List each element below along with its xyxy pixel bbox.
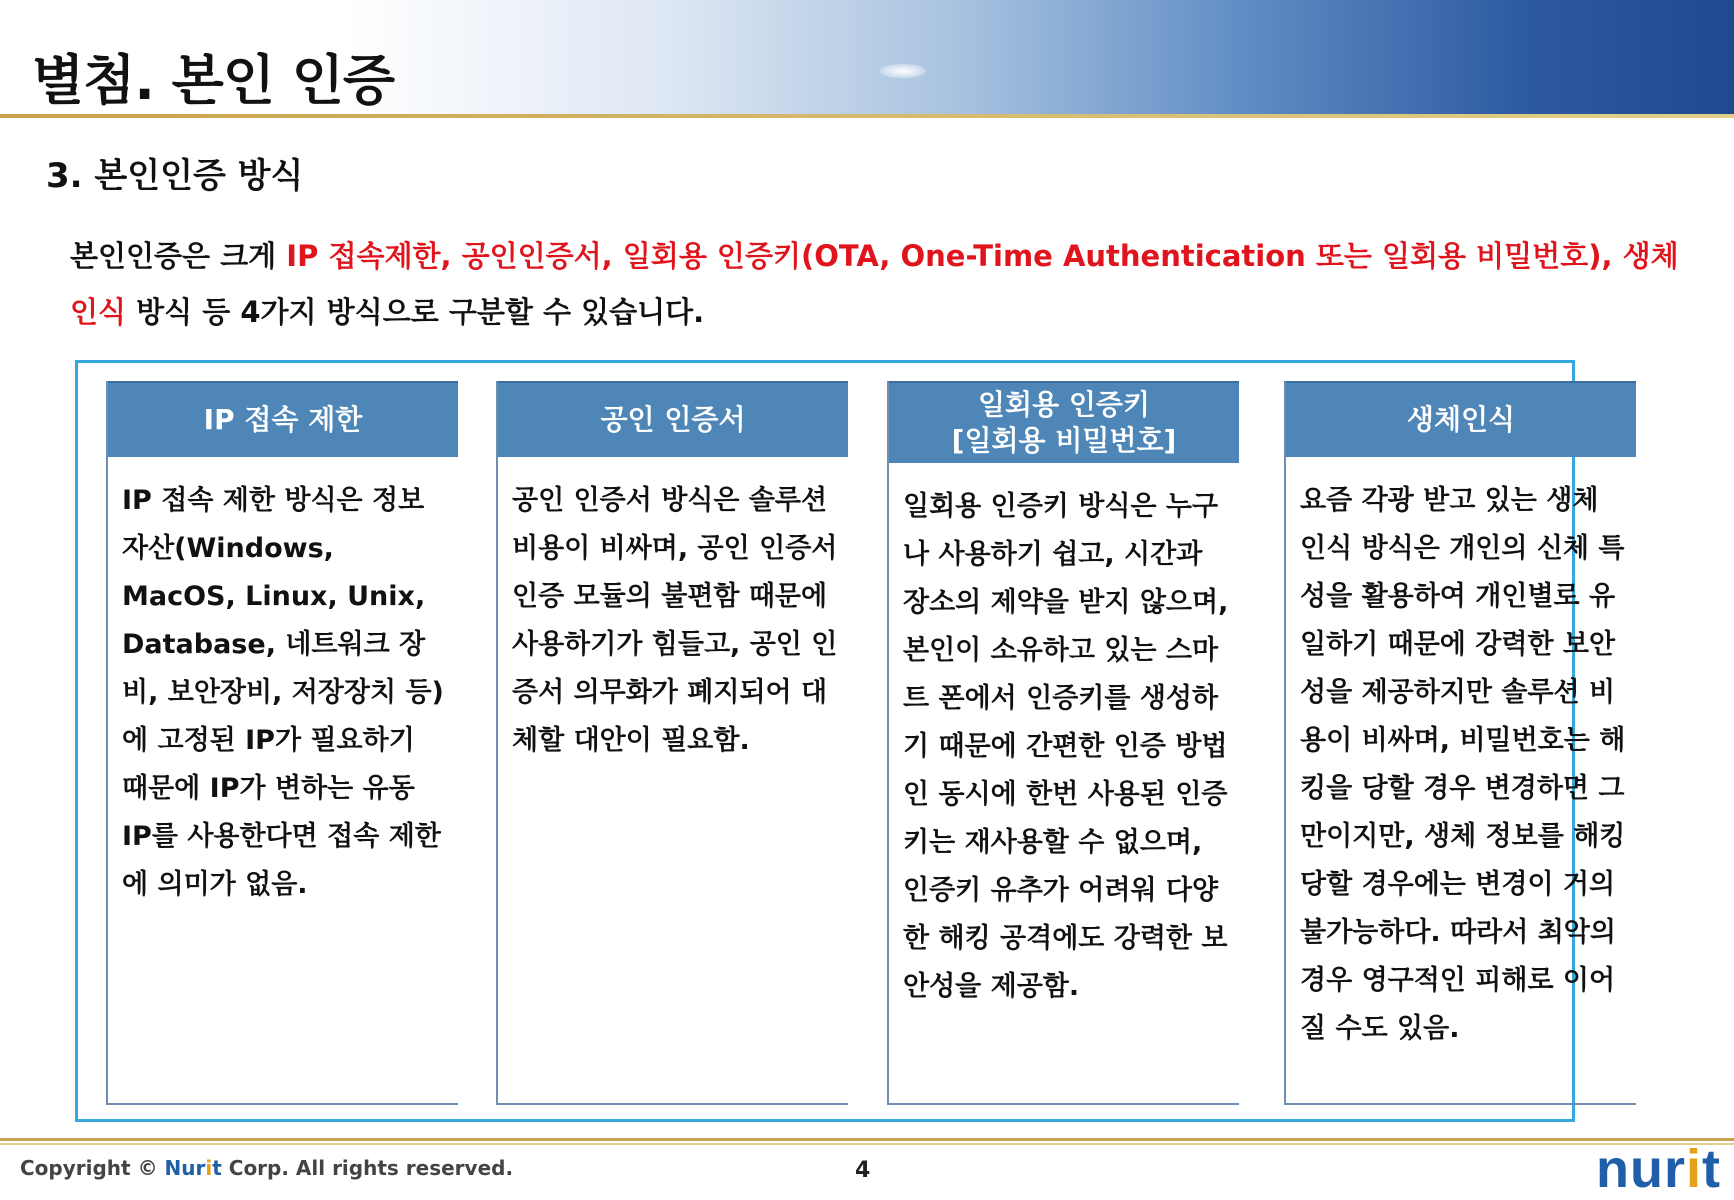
- card-header: [889, 381, 1239, 463]
- intro-paragraph: [70, 228, 1690, 340]
- card-title: 공인 인증서: [600, 403, 746, 436]
- card-body: 공인 인증서 방식은 솔루션 비용이 비싸며, 공인 인증서 인증 모듈의 불편함 때문에 사용하기가 힘들고, 공인 인증서 의무화가 폐지되어 대체할 대안이 필요함.: [512, 485, 838, 756]
- logo-part-accent: i: [1686, 1139, 1703, 1199]
- brand-part: t: [212, 1156, 222, 1180]
- brand-part-accent: i: [205, 1156, 213, 1180]
- method-card-biometrics: [1284, 381, 1636, 1105]
- section-title: 3. 본인인증 방식: [46, 156, 304, 196]
- intro-prefix: 본인인증은 크게: [70, 239, 287, 273]
- card-title-line2: [일회용 비밀번호]: [951, 424, 1177, 457]
- logo-part: nur: [1596, 1139, 1686, 1199]
- copyright-prefix: Copyright ©: [20, 1156, 165, 1180]
- footer-divider: [0, 1138, 1734, 1141]
- card-title: 생체인식: [1406, 403, 1516, 436]
- method-card-otp: [887, 381, 1239, 1105]
- footer-divider-secondary: [0, 1143, 1734, 1145]
- card-header: [498, 381, 848, 457]
- card-title-line1: 일회용 인증키: [977, 388, 1151, 421]
- page-number: 4: [855, 1158, 871, 1183]
- card-body: IP 접속 제한 방식은 정보 자산(Windows, MacOS, Linux, Unix, Database, 네트워크 장비, 보안장비, 저장장치 등)에 고정된 IP가 필요하기 때문에 IP가 변하는 유동 IP를 사용한다면 접속 제한에 의미가 없음.: [122, 485, 444, 900]
- intro-suffix: 방식 등 4가지 방식으로 구분할 수 있습니다.: [126, 295, 705, 329]
- company-logo: [1596, 1138, 1721, 1200]
- copyright-suffix: Corp. All rights reserved.: [221, 1156, 514, 1180]
- logo-part: t: [1702, 1139, 1721, 1199]
- page-title: 별첨. 본인 인증: [32, 49, 395, 112]
- method-card-ip-restriction: [106, 381, 458, 1105]
- brand-part: Nur: [164, 1156, 206, 1180]
- intro-highlight: IP 접속제한, 공인인증서, 일회용 인증키(OTA, One-Time Authentication 또는 일회용 비밀번호), 생체인식: [70, 239, 1679, 329]
- copyright-notice: [20, 1156, 513, 1180]
- card-title: IP 접속 제한: [203, 403, 363, 436]
- card-header: [1286, 381, 1636, 457]
- banner-cloud-decoration: [880, 64, 926, 78]
- card-body: 일회용 인증키 방식은 누구나 사용하기 쉽고, 시간과 장소의 제약을 받지 않으며, 본인이 소유하고 있는 스마트 폰에서 인증키를 생성하기 때문에 간편한 인증 방법인 동시에 한번 사용된 인증키는 재사용할 수 없으며, 인증키 유추가 어려워 다양한 해킹 공격에도 강력한 보안성을 제공함.: [903, 491, 1229, 1002]
- card-header: [108, 381, 458, 457]
- method-card-certificate: [496, 381, 848, 1105]
- copyright-brand: [165, 1156, 222, 1180]
- card-body: 요즘 각광 받고 있는 생체 인식 방식은 개인의 신체 특성을 활용하여 개인별로 유일하기 때문에 강력한 보안성을 제공하지만 솔루션 비용이 비싸며, 비밀번호는 해킹을 당할 경우 변경하면 그만이지만, 생체 정보를 해킹 당할 경우에는 변경이 거의 불가능하다. 따라서 최악의 경우 영구적인 피해로 이어질 수도 있음.: [1300, 485, 1626, 1044]
